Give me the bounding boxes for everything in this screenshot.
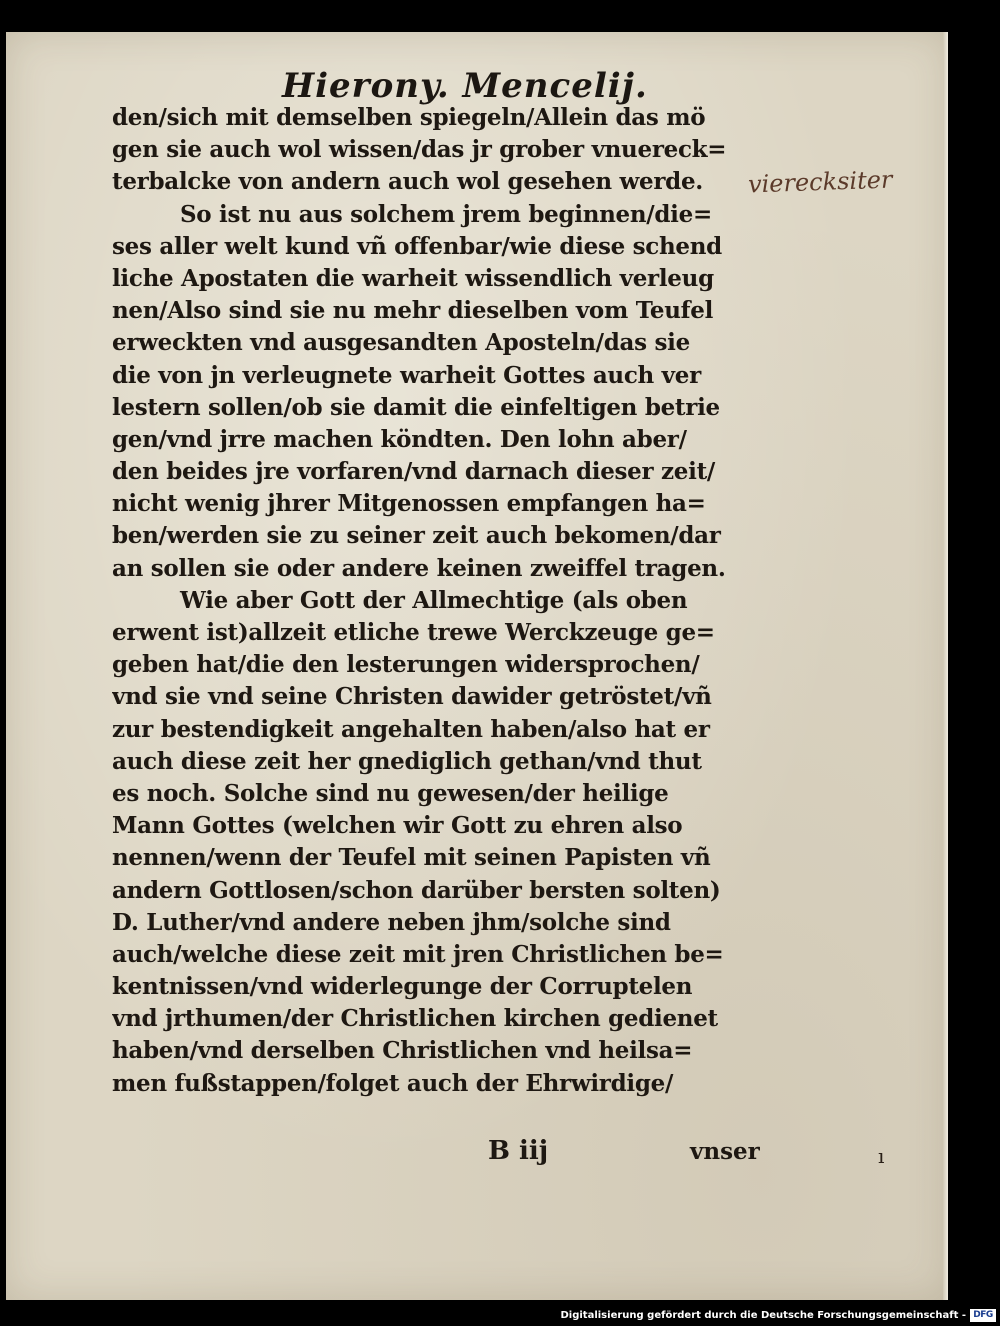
text-line: nen/Also sind sie nu mehr dieselben vom Teufel — [112, 297, 714, 325]
text-line: zur bestendigkeit angehalten haben/also hat er — [112, 715, 710, 743]
text-line: auch/welche diese zeit mit jren Christlichen be= — [112, 940, 724, 968]
text-line: Wie aber Gott der Allmechtige (als oben — [180, 586, 688, 614]
text-block — [112, 102, 812, 1100]
text-line: Mann Gottes (welchen wir Gott zu ehren also — [112, 812, 683, 840]
text-line: den/sich mit demselben spiegeln/Allein das mö — [112, 104, 706, 131]
margin-mark: ı — [878, 1144, 885, 1168]
catchword: vnser — [690, 1138, 760, 1165]
signature-mark: B iij — [488, 1136, 549, 1166]
text-line: D. Luther/vnd andere neben jhm/solche sind — [112, 908, 671, 936]
text-line: vnd jrthumen/der Christlichen kirchen gedienet — [112, 1005, 718, 1033]
text-line: haben/vnd derselben Christlichen vnd heilsa= — [112, 1037, 693, 1065]
text-line: erweckten vnd ausgesandten Aposteln/das sie — [112, 329, 690, 357]
text-line: men fußstappen/folget auch der Ehrwirdige/ — [112, 1069, 674, 1097]
dfg-logo: DFG — [970, 1309, 996, 1322]
text-line: andern Gottlosen/schon darüber bersten solten) — [112, 876, 721, 904]
text-line: geben hat/die den lesterungen widersprochen/ — [112, 651, 700, 679]
text-line: So ist nu aus solchem jrem beginnen/die= — [180, 200, 712, 228]
text-line: terbalcke von andern auch wol gesehen werde. — [112, 168, 703, 196]
text-line: gen/vnd jrre machen köndten. Den lohn aber/ — [112, 425, 687, 453]
text-line: an sollen sie oder andere keinen zweiffel tragen. — [112, 554, 726, 582]
text-line: den beides jre vorfaren/vnd darnach dieser zeit/ — [112, 458, 715, 486]
text-line: kentnissen/vnd widerlegunge der Corruptelen — [112, 973, 693, 1001]
text-line: nennen/wenn der Teufel mit seinen Papisten vñ — [112, 844, 711, 872]
text-line: vnd sie vnd seine Christen dawider getröstet/vñ — [112, 683, 712, 711]
text-line: erwent ist)allzeit etliche trewe Werckzeuge ge= — [112, 619, 715, 646]
handwritten-margin-note: vierecksiter — [747, 165, 893, 199]
text-line: ben/werden sie zu seiner zeit auch bekomen/dar — [112, 522, 721, 550]
text-line: auch diese zeit her gnediglich gethan/vnd thut — [112, 747, 702, 775]
page-edge — [943, 32, 948, 1300]
text-line: ses aller welt kund vñ offenbar/wie diese schend — [112, 232, 722, 260]
text-line: die von jn verleugnete warheit Gottes auch ver — [112, 361, 701, 389]
text-line: gen sie auch wol wissen/das jr grober vnuereck= — [112, 136, 727, 164]
digitization-credit: Digitalisierung gefördert durch die Deutsche Forschungsgemeinschaft - — [560, 1310, 966, 1321]
text-line: nicht wenig jhrer Mitgenossen empfangen ha= — [112, 490, 706, 518]
text-line: lestern sollen/ob sie damit die einfeltigen betrie — [112, 393, 720, 421]
running-header: Hierony. Mencelij. — [282, 66, 648, 106]
text-line: liche Apostaten die warheit wissendlich verleug — [112, 264, 714, 292]
text-line: es noch. Solche sind nu gewesen/der heilige — [112, 779, 669, 807]
